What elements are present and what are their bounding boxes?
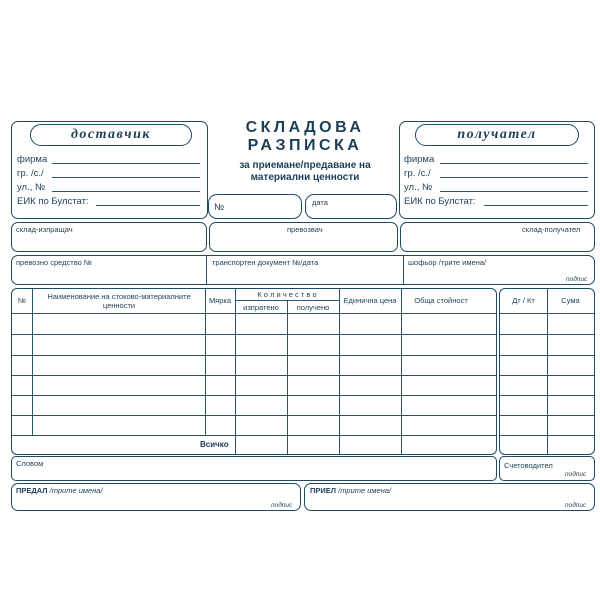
supplier-street-field[interactable] — [52, 191, 200, 192]
received-by-signature-label: подпис — [565, 502, 587, 509]
accountant-label: Счетоводител — [504, 461, 553, 470]
recipient-city-label: гр. /с./ — [404, 168, 431, 179]
column-line — [401, 289, 402, 454]
document-title-line1: СКЛАДОВА — [245, 119, 365, 136]
recipient-city-field[interactable] — [440, 177, 588, 178]
driver-signature-label: подпис — [566, 276, 588, 283]
col-number-header: № — [17, 296, 27, 305]
document-title-line2: РАЗПИСКА — [247, 137, 363, 154]
column-line — [339, 289, 340, 454]
carrier-label: превозвач — [287, 225, 323, 234]
supplier-eik-field[interactable] — [96, 205, 200, 206]
received-by-title: ПРИЕЛ — [310, 486, 337, 495]
column-line — [205, 289, 206, 435]
vehicle-number-label[interactable]: превозно средство № — [16, 258, 92, 267]
column-line — [235, 289, 236, 454]
table-row-line — [12, 334, 496, 335]
col-name-header-line1: Наименование на стоково-материалните — [47, 292, 191, 301]
recipient-warehouse-label: склад-получател — [522, 225, 581, 234]
table-row-line — [12, 435, 496, 436]
recipient-firm-field[interactable] — [440, 163, 588, 164]
col-quantity-header: К о л и ч е с т в о — [257, 290, 317, 299]
col-unit-header: Мярка — [208, 296, 232, 305]
driver-label[interactable]: шофьор /трите имена/ — [408, 258, 487, 267]
recipient-title: получател — [415, 124, 579, 146]
supplier-city-label: гр. /с./ — [17, 168, 44, 179]
recipient-street-label: ул., № — [404, 182, 433, 193]
handed-by-label — [16, 486, 103, 495]
document-subtitle-line1: за приемане/предаване на — [239, 160, 371, 171]
received-by-names: /трите имена/ — [338, 486, 392, 495]
recipient-eik-label: ЕИК по Булстат: — [404, 196, 476, 207]
supplier-city-field[interactable] — [52, 177, 200, 178]
col-total-header: Обща стойност — [414, 296, 468, 305]
recipient-firm-label: фирма — [404, 154, 435, 165]
supplier-eik-label: ЕИК по Булстат: — [17, 196, 89, 207]
total-label: Всичко — [200, 440, 229, 449]
supplier-firm-label: фирма — [17, 154, 48, 165]
handed-by-title: ПРЕДАЛ — [16, 486, 48, 495]
document-subtitle-line2: материални ценности — [250, 172, 360, 183]
table-row-line — [12, 355, 496, 356]
table-header-line — [12, 313, 496, 314]
vehicle-row-divider-2 — [403, 256, 404, 284]
column-line — [547, 289, 548, 454]
transport-document-label[interactable]: транспортен документ №/дата — [212, 258, 319, 267]
handed-by-signature-label: подпис — [271, 502, 293, 509]
supplier-street-label: ул., № — [17, 182, 46, 193]
col-dt-kt-header: Дт / Кт — [512, 296, 535, 305]
accountant-signature-label: подпис — [565, 471, 587, 478]
in-words-label: Словом — [16, 459, 44, 468]
recipient-eik-field[interactable] — [484, 205, 588, 206]
table-row-line — [12, 415, 496, 416]
col-name-header-line2: ценности — [102, 301, 136, 310]
col-unit-price-header: Единична цена — [343, 296, 397, 305]
column-line — [32, 289, 33, 435]
column-line — [287, 300, 288, 454]
col-sent-header: изпратено — [243, 303, 279, 312]
col-sum-header: Сума — [561, 296, 580, 305]
handed-by-names: /трите имена/ — [49, 486, 103, 495]
number-label: № — [214, 202, 225, 213]
table-row-line — [12, 375, 496, 376]
col-received-header: получено — [296, 303, 330, 312]
vehicle-row-divider-1 — [206, 256, 207, 284]
sender-warehouse-label: склад-изпращач — [16, 225, 73, 234]
date-label: дата — [312, 198, 328, 207]
table-row-line — [12, 395, 496, 396]
in-words-field[interactable] — [11, 456, 497, 481]
supplier-title: доставчик — [30, 124, 192, 146]
recipient-street-field[interactable] — [440, 191, 588, 192]
received-by-label — [310, 486, 391, 495]
supplier-firm-field[interactable] — [52, 163, 200, 164]
